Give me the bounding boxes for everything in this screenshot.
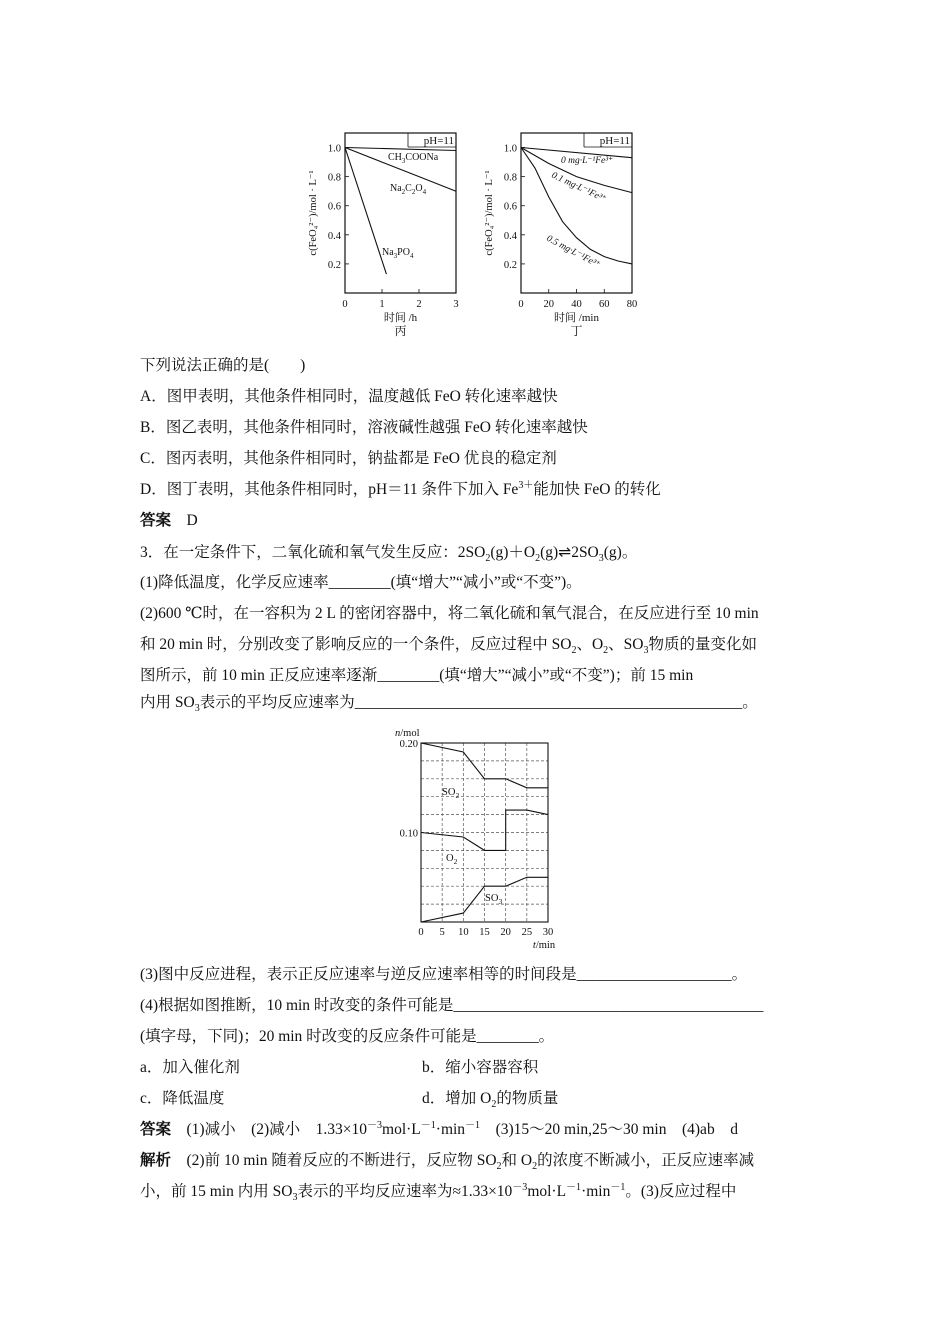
part-4-line-2: (填字母，下同)；20 min 时改变的反应条件可能是________。	[140, 1028, 555, 1045]
x-axis-label: t/min	[532, 940, 556, 951]
x-tick-label: 10	[458, 927, 469, 938]
part-2-line-2: 和 20 min 时，分别改变了影响反应的一个条件，反应过程中 $SO_2$、$O_2$、$SO_3$物质的量变化如	[140, 636, 757, 657]
ph-annotation: pH=11	[599, 135, 630, 147]
ph-annotation: pH=11	[423, 135, 454, 147]
y-tick-label: 0.6	[327, 201, 341, 213]
answer-2: 答案 (1)减小 (2)减小 $1.33\times 10^{-3}mol\cdot L^{-1}\cdot\min^{-1}$ (3)15～20 min,25～30 min (4)ab d	[140, 1119, 738, 1138]
y-tick-label: 1.0	[503, 143, 517, 155]
y-tick-label: 1.0	[327, 143, 341, 155]
y-tick-label: 0.2	[327, 259, 341, 271]
y-axis-label: c(FeO₄²⁻)/mol · L⁻¹	[308, 170, 319, 256]
x-tick-label: 80	[626, 299, 638, 310]
series-label-0-1mg: 0.1 mg·L⁻¹Fe³⁺	[549, 170, 608, 205]
chart-ding	[476, 125, 656, 345]
x-axis-label: 时间 /min	[554, 312, 599, 324]
x-tick-label: 15	[479, 927, 490, 938]
x-tick-label: 30	[542, 927, 554, 938]
x-tick-label: 40	[571, 299, 582, 310]
x-tick-label: 60	[599, 299, 610, 310]
choice-a: a．加入催化剂	[140, 1059, 240, 1076]
chart-bing	[300, 125, 480, 345]
y-tick-label: 0.20	[399, 739, 418, 750]
y-tick-label: 0.4	[327, 230, 341, 242]
part-4-line-1: (4)根据如图推断，10 min 时改变的条件可能是________________________________________	[140, 997, 764, 1014]
chart-so2-o2-so3	[388, 722, 568, 954]
x-tick-label: 0	[418, 927, 424, 938]
x-tick-label: 1	[379, 299, 385, 310]
x-axis-label: 时间 /h	[383, 312, 418, 324]
question-3-stem: 3．在一定条件下，二氧化硫和氧气发生反应：$2SO_2(g)+O_2(g)\rightleftharpoons 2SO_3(g)$。	[140, 543, 638, 565]
series-label-na3po4: $Na_3PO_4$	[382, 247, 414, 260]
series-label-0mg: 0 mg·L⁻¹Fe³⁺	[561, 156, 614, 166]
series-label-so3: $SO_3$	[485, 893, 503, 906]
x-tick-label: 25	[521, 927, 533, 938]
part-3: (3)图中反应进程，表示正反应速率与逆反应速率相等的时间段是____________________。	[140, 966, 748, 983]
choice-d: d．增加 $O_2$的物质量	[422, 1090, 559, 1111]
part-2-line-3: 图所示，前 10 min 正反应速率逐渐________(填“增大”“减小”或“不变”)；前 15 min	[140, 667, 694, 684]
y-tick-label: 0.4	[503, 230, 517, 242]
part-2-line-4: 内用 $SO_3$表示的平均反应速率为__________________________________________________。	[140, 694, 758, 715]
answer-1: 答案 D	[140, 512, 198, 529]
option-b: B．图乙表明，其他条件相同时，溶液碱性越强 FeO 转化速率越快	[140, 419, 588, 436]
series-line-0	[345, 148, 456, 151]
x-tick-label: 3	[453, 299, 459, 310]
explanation-line-2: 小，前 15 min 内用 $SO_3$表示的平均反应速率为$\approx 1.33\times 10^{-3}mol\cdot L^{-1}\cdot\min^{-1}$。(3)反应过程中	[140, 1181, 737, 1204]
x-tick-label: 20	[500, 927, 511, 938]
x-tick-label: 0	[342, 299, 348, 310]
x-tick-label: 2	[416, 299, 422, 310]
y-tick-label: 0.10	[399, 828, 418, 840]
option-c: C．图丙表明，其他条件相同时，钠盐都是 FeO 优良的稳定剂	[140, 450, 557, 467]
explanation-label: 解析	[140, 1152, 172, 1169]
y-axis-label: n/mol	[395, 728, 420, 739]
x-tick-label: 0	[518, 299, 524, 310]
part-2-line-1: (2)600 ℃时，在一容积为 2 L 的密闭容器中，将二氧化硫和氧气混合，在反应进行至 10 min	[140, 605, 759, 622]
series-line-2	[345, 148, 386, 275]
series-label-ch3coona: $CH_3COONa$	[388, 152, 439, 165]
option-a: A．图甲表明，其他条件相同时，温度越低 FeO 转化速率越快	[140, 388, 558, 405]
option-d: D．图丁表明，其他条件相同时，pH＝11 条件下加入 $Fe^{3+}$能加快 FeO 的转化	[140, 479, 661, 498]
x-tick-label: 20	[543, 299, 554, 310]
y-tick-label: 0.2	[503, 259, 517, 271]
y-tick-label: 0.6	[503, 201, 517, 213]
series-label-0-5mg: 0.5 mg·L⁻¹Fe³⁺	[544, 233, 602, 271]
part-1: (1)降低温度，化学反应速率________(填“增大”“减小”或“不变”)。	[140, 574, 582, 591]
answer-label: 答案	[140, 1121, 172, 1138]
y-tick-label: 0.8	[503, 172, 517, 184]
answer-label: 答案	[140, 512, 172, 529]
question-intro: 下列说法正确的是( )	[140, 357, 306, 374]
y-axis-label: c(FeO₄²⁻)/mol · L⁻¹	[484, 170, 495, 256]
y-tick-label: 0.8	[327, 172, 341, 184]
x-tick-label: 5	[439, 927, 445, 938]
series-label-o2: $O_2$	[446, 853, 458, 866]
choice-c: c．降低温度	[140, 1090, 225, 1107]
explanation-line-1: 解析 (2)前 10 min 随着反应的不断进行，反应物 $SO_2$和 $O_2$的浓度不断减小，正反应速率减	[140, 1152, 755, 1173]
chart-caption: 丙	[394, 324, 407, 338]
series-label-na2c2o4: $Na_2C_2O_4$	[390, 183, 427, 196]
choice-b: b．缩小容器容积	[422, 1059, 539, 1076]
equilibrium-arrow-icon: ⇌	[558, 543, 572, 561]
series-label-so2: $SO_2$	[442, 787, 460, 800]
chart-caption: 丁	[570, 324, 583, 338]
